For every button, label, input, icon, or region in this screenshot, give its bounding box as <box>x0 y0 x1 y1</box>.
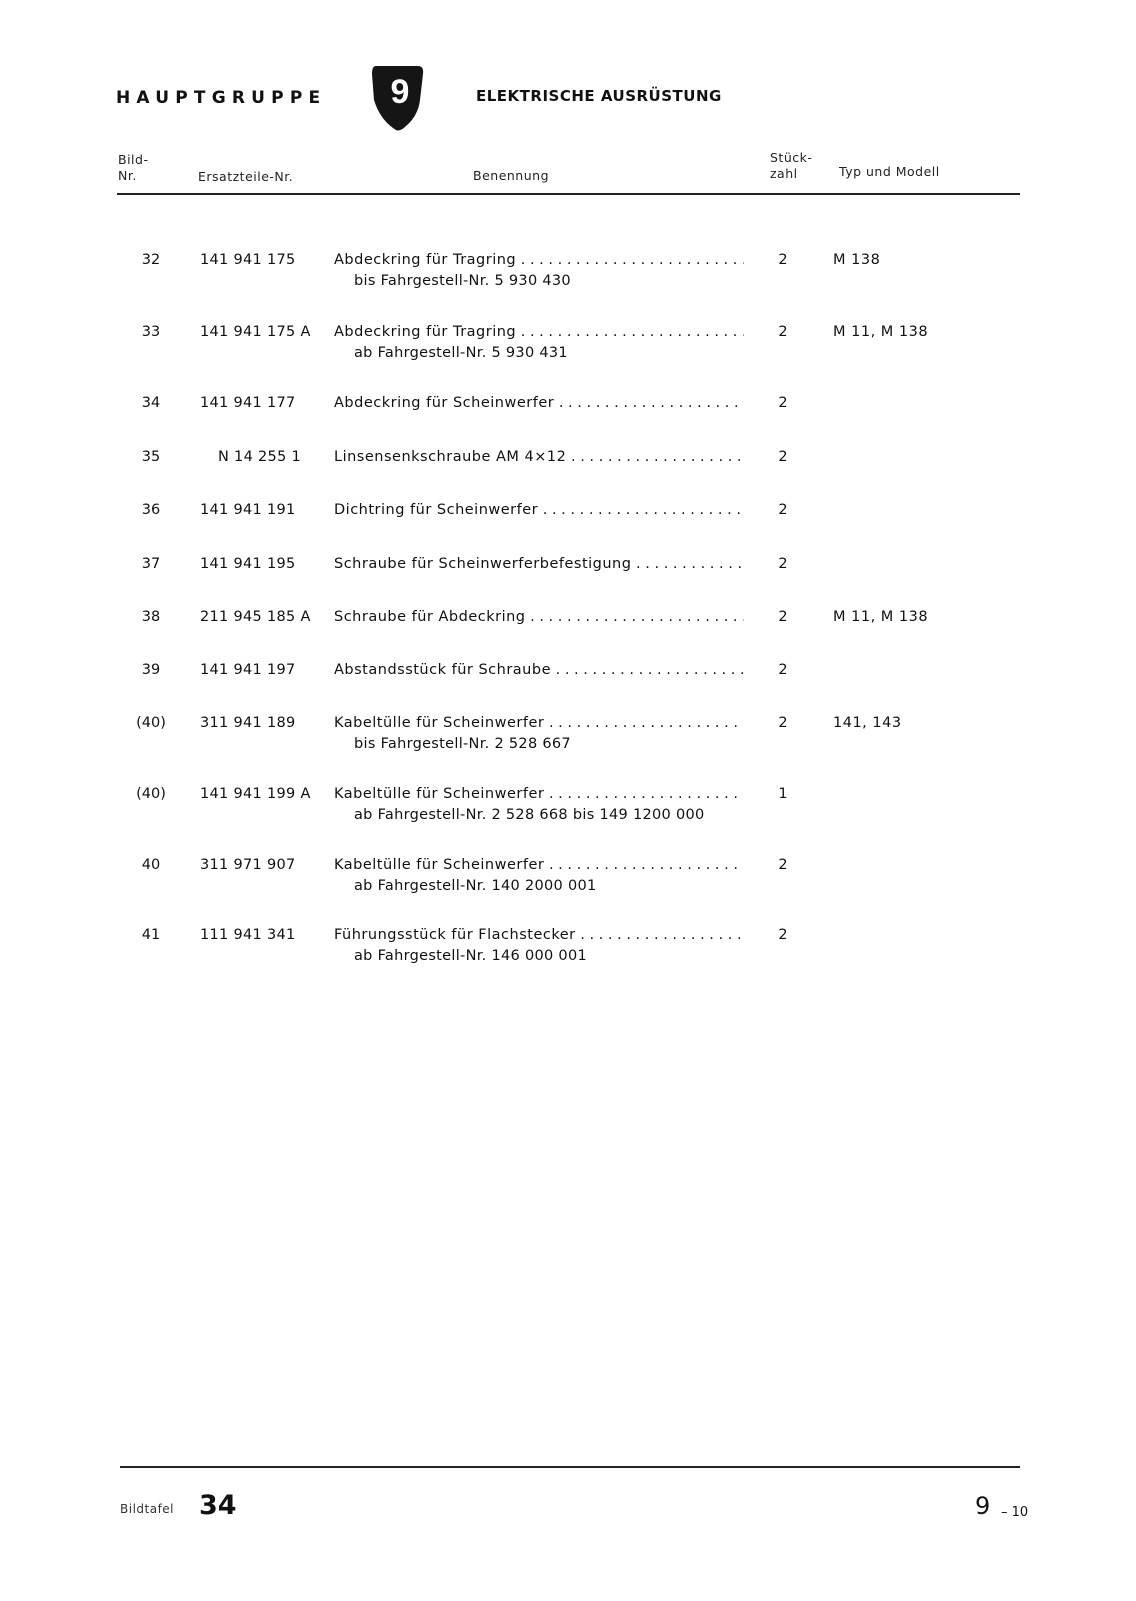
group-number: 9 <box>390 73 410 111</box>
description-note: ab Fahrgestell-Nr. 5 930 431 <box>354 345 568 361</box>
column-header-quantity-line2: zahl <box>770 166 798 181</box>
page-number-sub: – 10 <box>1001 1505 1029 1520</box>
description: Abdeckring für Tragring . . . <box>334 324 744 340</box>
description-note: bis Fahrgestell-Nr. 2 528 667 <box>354 736 571 752</box>
part-number: 141 941 191 <box>200 502 296 518</box>
quantity: 2 <box>778 662 788 678</box>
part-number: 111 941 341 <box>200 927 296 943</box>
section-title: ELEKTRISCHE AUSRÜSTUNG <box>476 87 722 105</box>
figure-number: (40) <box>136 715 166 731</box>
quantity: 2 <box>778 395 788 411</box>
figure-number: 41 <box>141 927 161 943</box>
column-header-quantity <box>770 150 812 182</box>
quantity: 2 <box>778 252 788 268</box>
part-number: 141 941 175 A <box>200 324 311 340</box>
part-number: 141 941 195 <box>200 556 296 572</box>
description: Schraube für Scheinwerferbefestigung . . . <box>334 556 744 572</box>
quantity: 1 <box>778 786 788 802</box>
description-note: bis Fahrgestell-Nr. 5 930 430 <box>354 273 571 289</box>
quantity: 2 <box>778 857 788 873</box>
quantity: 2 <box>778 609 788 625</box>
column-header-bild-nr <box>118 152 148 184</box>
description-note: ab Fahrgestell-Nr. 2 528 668 bis 149 1200 000 <box>354 807 705 823</box>
part-number: 141 941 197 <box>200 662 296 678</box>
figure-number: 37 <box>141 556 161 572</box>
quantity: 2 <box>778 556 788 572</box>
description-note: ab Fahrgestell-Nr. 140 2000 001 <box>354 878 597 894</box>
description: Dichtring für Scheinwerfer . . . <box>334 502 744 518</box>
figure-number: 34 <box>141 395 161 411</box>
description: Abdeckring für Tragring . . . <box>334 252 744 268</box>
quantity: 2 <box>778 324 788 340</box>
part-number: 141 941 175 <box>200 252 296 268</box>
column-header-quantity-line1: Stück- <box>770 150 813 165</box>
figure-number: (40) <box>136 786 166 802</box>
column-header-part-no: Ersatzteile-Nr. <box>198 169 294 184</box>
footer-divider <box>120 1466 1020 1468</box>
type-model: M 138 <box>833 252 881 268</box>
quantity: 2 <box>778 449 788 465</box>
group-label: HAUPTGRUPPE <box>116 88 327 108</box>
group-badge-shape <box>370 60 426 132</box>
figure-number: 38 <box>141 609 161 625</box>
type-model: M 11, M 138 <box>833 609 929 625</box>
figure-number: 40 <box>141 857 161 873</box>
type-model: M 11, M 138 <box>833 324 929 340</box>
quantity: 2 <box>778 927 788 943</box>
quantity: 2 <box>778 502 788 518</box>
column-header-description: Benennung <box>473 168 550 183</box>
part-number: 311 941 189 <box>200 715 296 731</box>
bildtafel-number: 34 <box>199 1490 237 1521</box>
bildtafel-label: Bildtafel <box>120 1502 175 1516</box>
figure-number: 33 <box>141 324 161 340</box>
header-divider <box>117 193 1020 195</box>
description: Kabeltülle für Scheinwerfer . . . <box>334 786 744 802</box>
page-number: 9 <box>975 1492 991 1520</box>
figure-number: 32 <box>141 252 161 268</box>
part-number: 141 941 199 A <box>200 786 311 802</box>
quantity: 2 <box>778 715 788 731</box>
column-header-bild-nr-line1: Bild- <box>118 152 149 167</box>
description-note: ab Fahrgestell-Nr. 146 000 001 <box>354 948 588 964</box>
part-number: 311 971 907 <box>200 857 296 873</box>
description: Kabeltülle für Scheinwerfer . . . <box>334 715 744 731</box>
part-number: 141 941 177 <box>200 395 296 411</box>
figure-number: 36 <box>141 502 161 518</box>
part-number: N 14 255 1 <box>218 449 302 465</box>
figure-number: 39 <box>141 662 161 678</box>
group-number-badge <box>370 60 426 132</box>
column-header-bild-nr-line2: Nr. <box>118 168 137 183</box>
description: Schraube für Abdeckring . . . <box>334 609 744 625</box>
description: Kabeltülle für Scheinwerfer . . . <box>334 857 744 873</box>
description: Abstandsstück für Schraube . . . <box>334 662 744 678</box>
figure-number: 35 <box>141 449 161 465</box>
description: Linsensenkschraube AM 4×12 . . . <box>334 449 744 465</box>
description: Abdeckring für Scheinwerfer . . . <box>334 395 744 411</box>
column-header-type-model: Typ und Modell <box>839 164 940 179</box>
type-model: 141, 143 <box>833 715 902 731</box>
part-number: 211 945 185 A <box>200 609 311 625</box>
description: Führungsstück für Flachstecker . . . <box>334 927 744 943</box>
